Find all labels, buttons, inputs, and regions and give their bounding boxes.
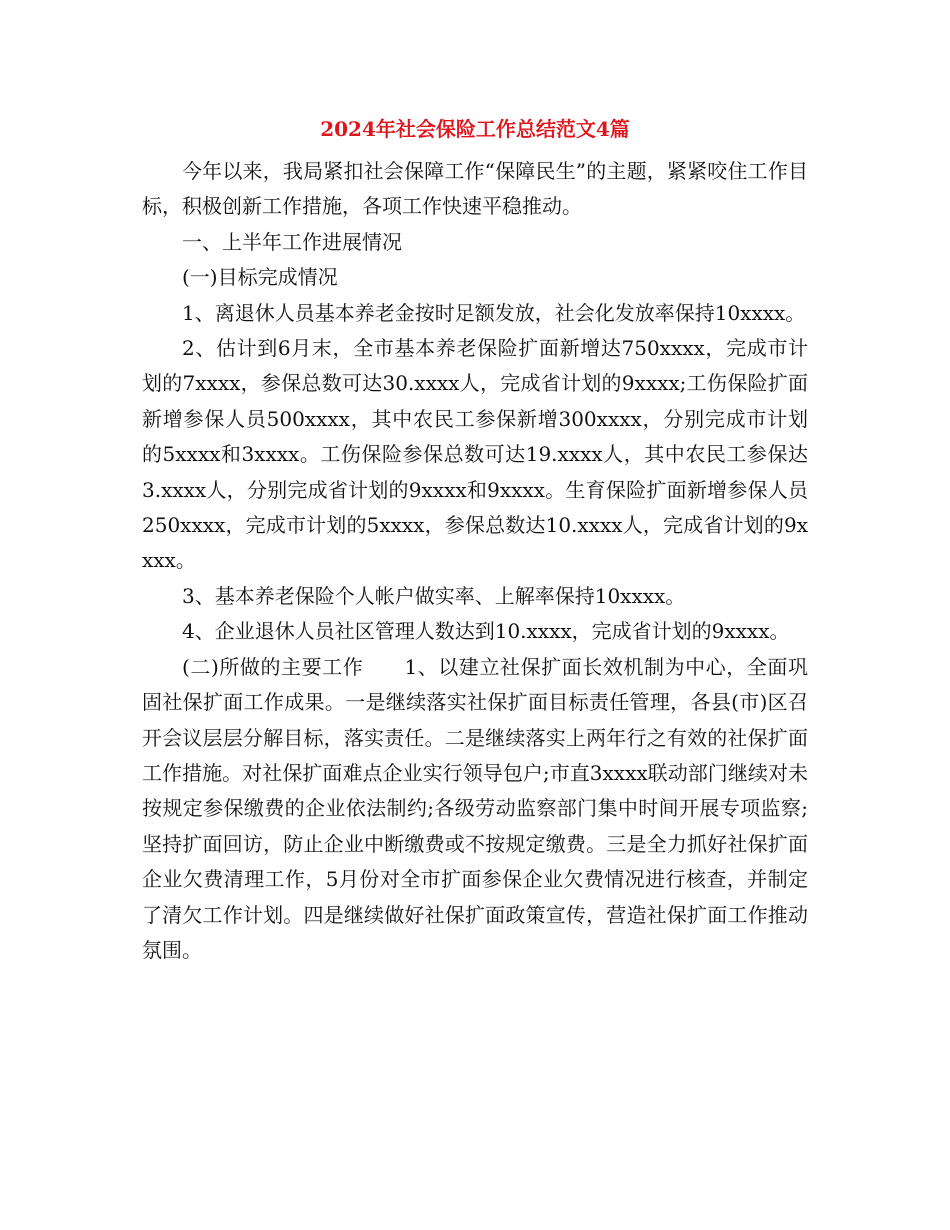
paragraph-main-work: (二)所做的主要工作 1、以建立社保扩面长效机制为中心，全面巩固社保扩面工作成果。一是继续落实社保扩面目标责任管理，各县(市)区召开会议层层分解目标，落实责任。二是继续落实上两年行之有效的社保扩面工作措施。对社保扩面难点企业实行领导包户;市直3xxxx联动部门继续对未按规定参保缴费的企业依法制约;各级劳动监察部门集中时间开展专项监察;坚持扩面回访，防止企业中断缴费或不按规定缴费。三是全力抓好社保扩面企业欠费清理工作，5月份对全市扩面参保企业欠费情况进行核查，并制定了清欠工作计划。四是继续做好社保扩面政策宣传，营造社保扩面工作推动氛围。: [142, 654, 808, 962]
document-body: [142, 154, 808, 968]
paragraph-item-4: 4、企业退休人员社区管理人数达到10.xxxx，完成省计划的9xxxx。: [182, 619, 790, 644]
paragraph-intro: 今年以来，我局紧扣社会保障工作“保障民生”的主题，紧紧咬住工作目标，积极创新工作措施，各项工作快速平稳推动。: [142, 159, 808, 219]
paragraph-item-2: 2、估计到6月末，全市基本养老保险扩面新增达750xxxx，完成市计划的7xxxx，参保总数可达30.xxxx人，完成省计划的9xxxx;工伤保险扩面新增参保人员500xxxx，其中农民工参保新增300xxxx，分别完成市计划的5xxxx和3xxxx。工伤保险参保总数可达19.xxxx人，其中农民工参保达3.xxxx人，分别完成省计划的9xxxx和9xxxx。生育保险扩面新增参保人员250xxxx，完成市计划的5xxxx，参保总数达10.xxxx人，完成省计划的9xxxx。: [142, 336, 808, 573]
section-heading-progress: 一、上半年工作进展情况: [182, 229, 402, 254]
paragraph-item-3: 3、基本养老保险个人帐户做实率、上解率保持10xxxx。: [182, 583, 686, 608]
document-title: 2024年社会保险工作总结范文4篇: [320, 117, 630, 141]
subsection-heading-targets: (一)目标完成情况: [182, 265, 338, 290]
paragraph-item-1: 1、离退休人员基本养老金按时足额发放，社会化发放率保持10xxxx。: [182, 300, 806, 325]
